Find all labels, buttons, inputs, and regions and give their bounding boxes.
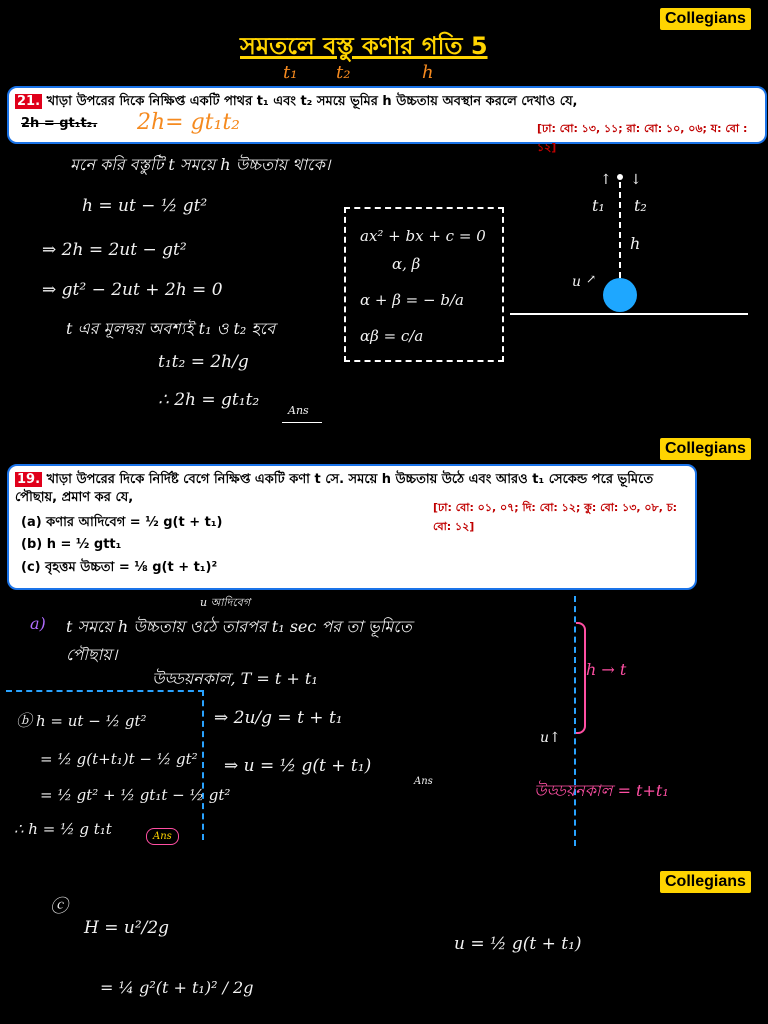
answer-mark: Ans bbox=[288, 404, 309, 417]
equation: ⇒ u = ½ g(t + t₁) bbox=[224, 756, 372, 776]
solution-line: মনে করি বস্তুটি t সময়ে h উচ্চতায় থাকে। bbox=[70, 155, 331, 174]
equation: ⇒ 2h = 2ut − gt² bbox=[42, 240, 187, 260]
answer-underline bbox=[282, 422, 322, 423]
question-formula: 2h = gt₁t₂. bbox=[21, 116, 98, 131]
question-part-c: (c) বৃহত্তম উচ্চতা = ⅛ g(t + t₁)² bbox=[21, 560, 218, 575]
brand-badge: Collegians bbox=[660, 8, 751, 30]
velocity-arrow-icon: ↗ bbox=[586, 272, 597, 286]
equation: u = ½ g(t + t₁) bbox=[454, 934, 582, 954]
top-point bbox=[617, 174, 623, 180]
equation: ⇒ gt² − 2ut + 2h = 0 bbox=[42, 280, 223, 300]
solution-line: পৌছায়। bbox=[66, 645, 118, 664]
equation: H = u²/2g bbox=[84, 918, 170, 938]
flight-time-label: উড্ডয়নকাল = t+t₁ bbox=[534, 781, 669, 800]
question-reference: [ঢা: বো: ০১, ০৭; দি: বো: ১২; কু: বো: ১৩, ০৮, চ: বো: ১২] bbox=[433, 501, 678, 533]
separator-vertical bbox=[202, 690, 204, 840]
equation: h = ut − ½ gt² bbox=[36, 712, 147, 730]
question-part-a: (a) কণার আদিবেগ = ½ g(t + t₁) bbox=[21, 515, 223, 530]
question-19-box bbox=[7, 464, 697, 590]
annotation-t1: t₁ bbox=[283, 62, 298, 83]
diagram-label-h: h bbox=[630, 234, 641, 253]
formula-box bbox=[344, 207, 504, 362]
question-text: খাড়া উপরের দিকে নির্দিষ্ট বেগে নিক্ষিপ্ত একটি কণা t সে. সময়ে h উচ্চতায় উঠে এবং আরও t₁ সেকেন্ড পরে ভূমিতে পৌছায়, প্রমাণ কর যে, bbox=[15, 472, 654, 505]
question-21-box bbox=[7, 86, 767, 154]
question-part-b: (b) h = ½ gtt₁ bbox=[21, 537, 122, 552]
part-label-c: ⓒ bbox=[50, 896, 68, 917]
diagram-label-t2: t₂ bbox=[634, 196, 647, 215]
equation: = ½ gt² + ½ gt₁t − ½ gt² bbox=[40, 786, 231, 804]
equation: ∴ h = ½ g t₁t bbox=[14, 820, 112, 838]
formula-line: αβ = c/a bbox=[360, 327, 424, 345]
equation: t₁t₂ = 2h/g bbox=[158, 352, 249, 372]
brand-badge: Collegians bbox=[660, 871, 751, 893]
annotation-h: h bbox=[422, 62, 434, 83]
formula-line: α + β = − b/a bbox=[360, 291, 464, 309]
diagram-label-t1: t₁ bbox=[592, 196, 605, 215]
height-brace bbox=[576, 622, 586, 734]
question-number: 21. bbox=[17, 94, 41, 109]
separator-horizontal bbox=[6, 690, 204, 692]
question-reference: [ঢা: বো: ১৩, ১১; রা: বো: ১০, ০৬; য: বো : ১২] bbox=[537, 122, 748, 154]
note: u আদিবেগ bbox=[200, 596, 251, 609]
answer-mark: Ans bbox=[146, 828, 179, 845]
path-line bbox=[619, 182, 621, 278]
solution-line: উড্ডয়নকাল, T = t + t₁ bbox=[152, 669, 318, 688]
part-label-a: a) bbox=[30, 614, 46, 633]
equation: = ¼ g²(t + t₁)² / 2g bbox=[100, 978, 254, 997]
page-title: সমতলে বস্তু কণার গতি 5 bbox=[240, 32, 488, 60]
height-label: h → t bbox=[586, 660, 627, 679]
equation: h = ut − ½ gt² bbox=[82, 196, 208, 216]
solution-line: t সময়ে h উচ্চতায় ওঠে তারপর t₁ sec পর তা ভূমিতে bbox=[66, 617, 412, 636]
down-arrow-icon: ↓ bbox=[630, 172, 642, 188]
equation: t এর মূলদ্বয় অবশ্যই t₁ ও t₂ হবে bbox=[66, 319, 276, 338]
equation: = ½ g(t+t₁)t − ½ gt² bbox=[40, 750, 198, 768]
equation: ∴ 2h = gt₁t₂ bbox=[158, 390, 260, 410]
equation: ⇒ 2u/g = t + t₁ bbox=[214, 708, 343, 728]
answer-mark: Ans bbox=[414, 776, 433, 787]
velocity-label: u↑ bbox=[540, 730, 561, 746]
diagram-label-u: u bbox=[572, 274, 582, 290]
brand-badge: Collegians bbox=[660, 438, 751, 460]
question-number: 19. bbox=[17, 472, 41, 487]
question-text: খাড়া উপরের দিকে নিক্ষিপ্ত একটি পাথর t₁ এবং t₂ সময়ে ভূমির h উচ্চতায় অবস্থান করলে দেখাও যে, bbox=[46, 94, 578, 109]
part-label-b: ⓑ bbox=[16, 711, 33, 730]
annotation-formula: 2h= gt₁t₂ bbox=[137, 110, 240, 135]
formula-line: ax² + bx + c = 0 bbox=[360, 227, 486, 245]
annotation-t2: t₂ bbox=[336, 62, 351, 83]
formula-line: α, β bbox=[392, 255, 421, 273]
up-arrow-icon: ↑ bbox=[600, 172, 612, 188]
ball bbox=[603, 278, 637, 312]
ground-line bbox=[510, 313, 748, 315]
